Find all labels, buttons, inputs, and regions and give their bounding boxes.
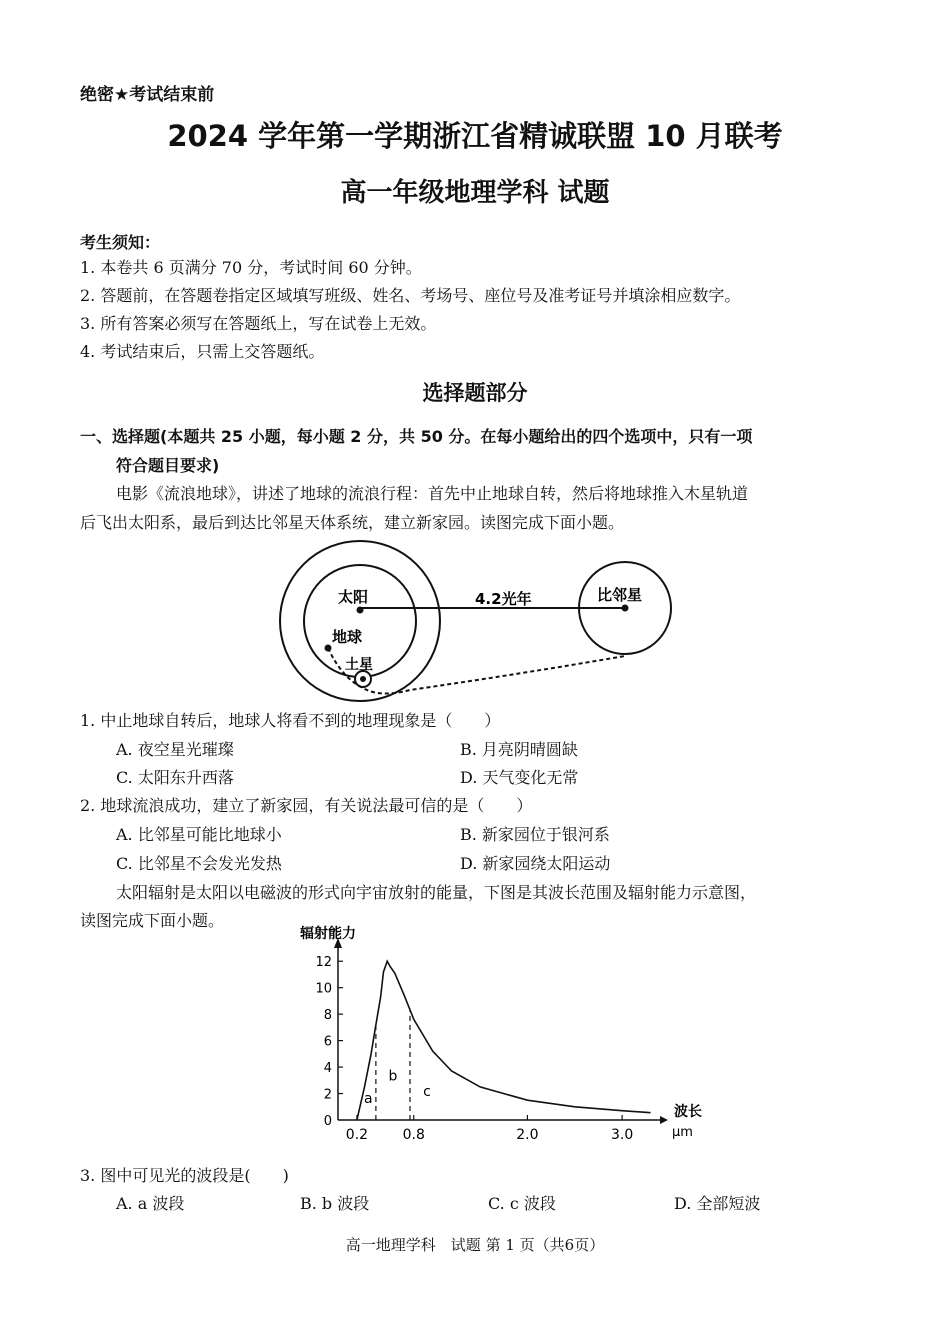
question-1: 1. 中止地球自转后，地球人将看不到的地理现象是（ ）	[80, 711, 501, 730]
sun-dot	[357, 607, 364, 614]
y-tick-label: 0	[323, 1114, 332, 1129]
radiation-chart	[290, 920, 710, 1150]
y-tick-label: 12	[315, 955, 332, 971]
q1-option-c: C. 太阳东升西落	[116, 768, 234, 787]
band-label-b: b	[388, 1068, 398, 1085]
notice-item: 1. 本卷共 6 页满分 70 分，考试时间 60 分钟。	[80, 258, 422, 277]
q1-option-b: B. 月亮阴晴圆缺	[460, 740, 578, 759]
question-3: 3. 图中可见光的波段是( )	[80, 1166, 289, 1185]
x-axis-unit: μm	[672, 1125, 693, 1140]
orbit-diagram	[270, 538, 690, 708]
notice-item: 2. 答题前，在答题卷指定区域填写班级、姓名、考场号、座位号及准考证号并填涂相应数字。	[80, 286, 741, 305]
notice-heading: 考生须知：	[80, 233, 161, 252]
band-label-a: a	[364, 1090, 373, 1107]
label-sun: 太阳	[338, 588, 369, 606]
label-distance: 4.2光年	[475, 590, 532, 608]
saturn-dot	[360, 676, 366, 682]
question-2: 2. 地球流浪成功，建立了新家园，有关说法最可信的是（ ）	[80, 796, 533, 815]
page-footer: 高一地理学科 试题 第 1 页（共6页）	[345, 1236, 605, 1254]
q3-option-a: A. a 波段	[116, 1194, 185, 1213]
y-tick-label: 6	[323, 1034, 332, 1050]
passage-1: 电影《流浪地球》，讲述了地球的流浪行程：首先中止地球自转，然后将地球推入木星轨道	[116, 484, 749, 503]
q3-option-b: B. b 波段	[300, 1194, 370, 1213]
radiation-curve	[357, 961, 651, 1120]
q2-option-c: C. 比邻星不会发光发热	[116, 854, 282, 873]
x-axis-arrow	[660, 1116, 668, 1124]
proxima-dot	[622, 605, 629, 612]
passage-2: 太阳辐射是太阳以电磁波的形式向宇宙放射的能量，下图是其波长范围及辐射能力示意图，	[116, 883, 757, 902]
y-tick-label: 8	[323, 1008, 332, 1024]
part-title-continued: 符合题目要求)	[116, 456, 220, 475]
notice-item: 3. 所有答案必须写在答题纸上，写在试卷上无效。	[80, 314, 437, 333]
q2-option-b: B. 新家园位于银河系	[460, 825, 610, 844]
confidential-mark: 绝密★考试结束前	[80, 85, 215, 105]
q1-option-a: A. 夜空星光璀璨	[116, 740, 234, 759]
y-tick-label: 4	[323, 1061, 332, 1077]
passage-1-continued: 后飞出太阳系，最后到达比邻星天体系统，建立新家园。读图完成下面小题。	[80, 513, 625, 532]
band-label-c: c	[423, 1084, 431, 1101]
q2-option-a: A. 比邻星可能比地球小	[116, 825, 282, 844]
section-title: 选择题部分	[422, 381, 528, 405]
exam-subtitle: 高一年级地理学科 试题	[340, 178, 610, 208]
x-tick-label: 2.0	[516, 1127, 539, 1143]
exam-title: 2024 学年第一学期浙江省精诚联盟 10 月联考	[167, 119, 783, 153]
x-tick-label: 0.8	[402, 1127, 425, 1143]
notice-item: 4. 考试结束后，只需上交答题纸。	[80, 342, 325, 361]
q2-option-d: D. 新家园绕太阳运动	[460, 854, 611, 873]
x-axis-label: 波长	[674, 1104, 702, 1120]
passage-2-continued: 读图完成下面小题。	[80, 911, 225, 930]
q1-option-d: D. 天气变化无常	[460, 768, 579, 787]
y-tick-label: 10	[315, 981, 332, 997]
label-saturn: 土星	[345, 657, 373, 673]
x-tick-label: 0.2	[345, 1127, 369, 1143]
q3-option-d: D. 全部短波	[674, 1194, 761, 1213]
x-tick-label: 3.0	[610, 1127, 634, 1143]
label-proxima: 比邻星	[597, 586, 643, 604]
y-tick-label: 2	[323, 1087, 332, 1103]
q3-option-c: C. c 波段	[488, 1194, 556, 1213]
y-axis-label: 辐射能力	[300, 926, 356, 942]
part-title: 一、选择题(本题共 25 小题，每小题 2 分，共 50 分。在每小题给出的四个选项中，只有一项	[80, 427, 753, 446]
label-earth: 地球	[332, 628, 363, 646]
